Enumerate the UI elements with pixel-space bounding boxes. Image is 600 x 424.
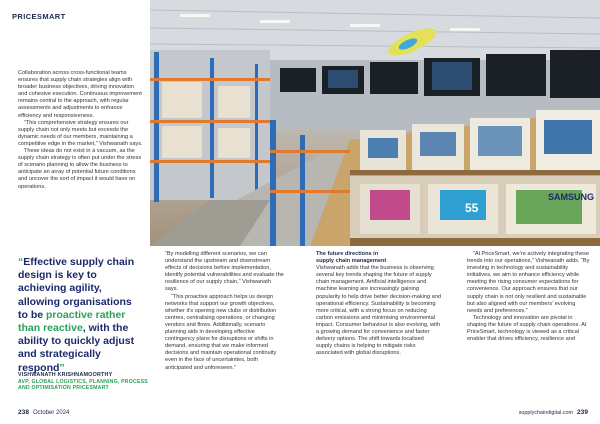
folio-right <box>519 409 588 416</box>
box-size-label: 55 <box>465 201 479 215</box>
quote-text-part1: Effective supply chain design is key to achieving agility, allowing organisations to be <box>18 256 135 321</box>
attribution-role: AVP, GLOBAL LOGISTICS, PLANNING, PROCESS AND OPTIMISATION PRICESMART <box>18 379 148 392</box>
left-column-text <box>18 70 144 191</box>
col2-paragraph: “This proactive approach helps us design networks that support our growth objectives, whether it’s opening new clubs or distribution centres, centralising operations, or changing vendors and flows. Additionally, scenario planning aids in developing effective contingency plans for disruptions or shifts in demand, ensuring that we make informed decisions and maintain operational continuity even in the face of uncertainties, both anticipated and unforeseen.” <box>165 293 277 371</box>
page-number-right: 239 <box>576 409 588 416</box>
column-2-text <box>165 251 285 372</box>
issue-date: October 2024 <box>33 410 70 416</box>
quote-close-mark: ” <box>59 361 65 374</box>
column-4-text <box>467 251 590 343</box>
col4-paragraph: Technology and innovation are pivotal in shaping the future of supply chain operations. At PriceSmart, technology is viewed as a critical enabler that drives efficiency, resilience and <box>467 314 587 343</box>
left-paragraph: These ideas do not exist in a vacuum, as the supply chain strategy is often put under the stress of scenario planning to allow the business to anticipate an array of potential future conditions and uncover the sort of impact it would have on operations. <box>18 148 142 190</box>
quote-highlight: proactive rather than reactive <box>18 308 126 335</box>
site-url: supplychaindigital.com <box>518 410 573 416</box>
attribution-name: VISHWANATH KRISHNAMOORTHY <box>18 372 113 378</box>
subheading: The future directions in <box>316 251 379 257</box>
folio-left <box>18 409 69 416</box>
left-paragraph: “This comprehensive strategy ensures our supply chain not only meets but exceeds the dynamic needs of our members, maintaining a competitive edge in the market,” Vishwanath says. <box>18 119 143 147</box>
subheading: supply chain management <box>316 258 387 265</box>
box-brand-label: SAMSUNG <box>548 192 595 202</box>
quote-text-part2: , with the ability to quickly adjust and strategically respond <box>18 322 135 374</box>
col3-paragraph: Vishwanath adds that the business is observing several key trends shaping the future of supply chain management. Artificial intelligence and machine learning are increasingly gaining popularity to help drive better decision-making and operational efficiency. Sustainability is becoming more critical, with a strong focus on reducing carbon emissions and minimising environmental impact. Consumer behaviour is also evolving, with a growing demand for convenience and faster delivery options. The shift towards localised supply chains is helping to mitigate risks associated with global disruptions. <box>316 265 441 357</box>
col4-paragraph: “At PriceSmart, we’re actively integrating these trends into our operations,” Vishwanath adds. “By investing in technology and sustainability initiatives, we aim to enhance efficiency while meeting the rising consumer expectations for convenience. Our approach ensures that our supply chain is not only resilient and sustainable but also aligned with our members’ evolving needs and preferences.” <box>467 251 590 314</box>
page-number-left: 238 <box>18 409 30 416</box>
section-tag: PRICESMART <box>12 12 66 21</box>
column-3-text <box>316 251 441 357</box>
pull-quote <box>18 256 142 375</box>
col2-paragraph: “By modelling different scenarios, we can understand the upstream and downstream effects of decisions before implementation, identify potential vulnerabilities and evaluate the resilience of our supply chain,” Vishwanath says. <box>165 251 284 293</box>
left-paragraph: Collaboration across cross-functional teams ensures that supply chain strategies align with broader business objectives, driving innovation and cohesive execution. Continuous improvement remains central to the approach, with regular assessments and adjustments to enhance efficiency and responsiveness. <box>18 70 142 119</box>
quote-open-mark: “ <box>18 256 24 268</box>
warehouse-photo <box>150 0 600 246</box>
